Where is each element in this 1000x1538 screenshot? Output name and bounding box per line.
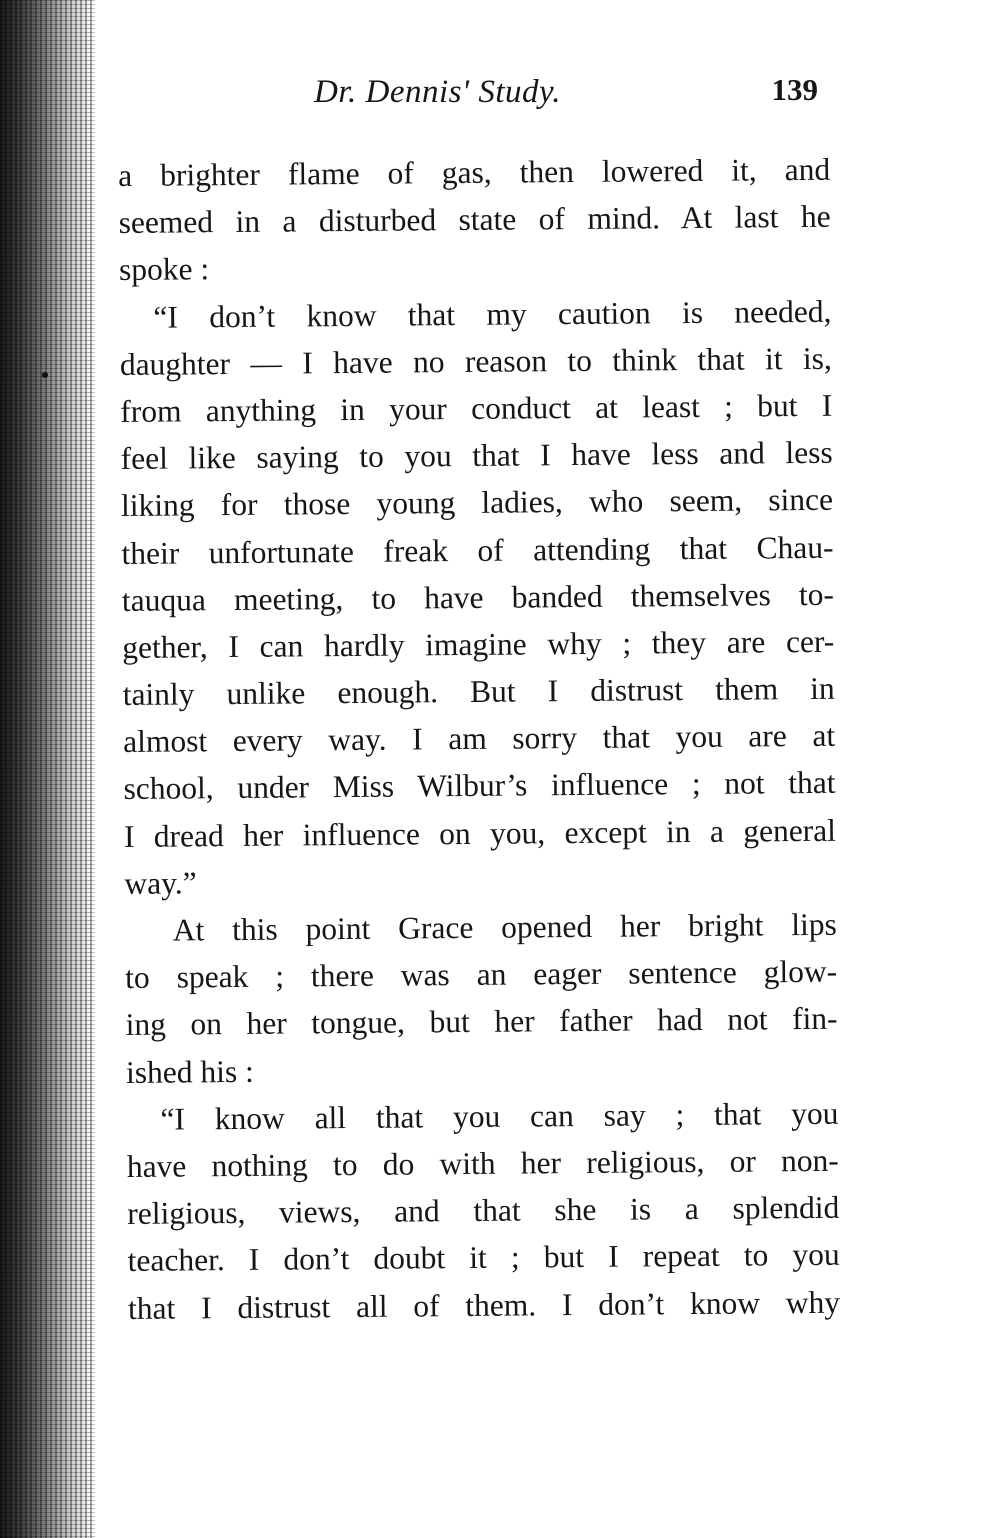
text-line: feel like saying to you that I have less and less: [120, 434, 833, 477]
running-head: Dr. Dennis' Study.: [314, 74, 562, 110]
text-line: way.”: [124, 865, 197, 901]
text-line: that I distrust all of them. I don’t know why: [127, 1284, 841, 1326]
text-line: spoke :: [118, 251, 210, 288]
text-line: teacher. I don’t doubt it ; but I repeat to you: [127, 1237, 840, 1279]
text-line: At this point Grace opened her bright lips: [172, 906, 837, 948]
text-line: “I know all that you can say ; that you: [160, 1095, 839, 1137]
text-line: school, under Miss Wilbur’s influence ; not that: [123, 765, 836, 807]
page-number: 139: [771, 72, 818, 107]
text-line: religious, views, and that she is a splendid: [127, 1189, 840, 1232]
page-gutter-shadow: [0, 0, 95, 1538]
text-line: from anything in your conduct at least ; but I: [120, 387, 833, 429]
text-line: tauqua meeting, to have banded themselves to-: [121, 576, 835, 618]
text-line: tainly unlike enough. But I distrust them in: [122, 670, 835, 713]
text-line: “I don’t know that my caution is needed,: [153, 293, 832, 335]
text-line: to speak ; there was an eager sentence glow-: [125, 953, 838, 996]
text-line: gether, I can hardly imagine why ; they are cer-: [122, 623, 835, 665]
text-line: their unfortunate freak of attending that Chau-: [121, 529, 834, 571]
text-line: have nothing to do with her religious, or non-: [126, 1142, 839, 1184]
ink-speck: [42, 372, 48, 378]
text-line: ished his :: [125, 1053, 254, 1090]
text-line: ing on her tongue, but her father had not fin-: [125, 1001, 838, 1043]
text-line: seemed in a disturbed state of mind. At last he: [118, 198, 831, 241]
text-line: I dread her influence on you, except in a general: [123, 812, 837, 854]
text-line: almost every way. I am sorry that you are at: [122, 718, 836, 760]
page-header: [118, 70, 830, 120]
body-text: [118, 146, 840, 1332]
text-line: daughter — I have no reason to think that it is,: [119, 340, 832, 382]
text-line: liking for those young ladies, who seem, since: [120, 482, 834, 524]
text-line: a brighter flame of gas, then lowered it, and: [118, 151, 831, 193]
